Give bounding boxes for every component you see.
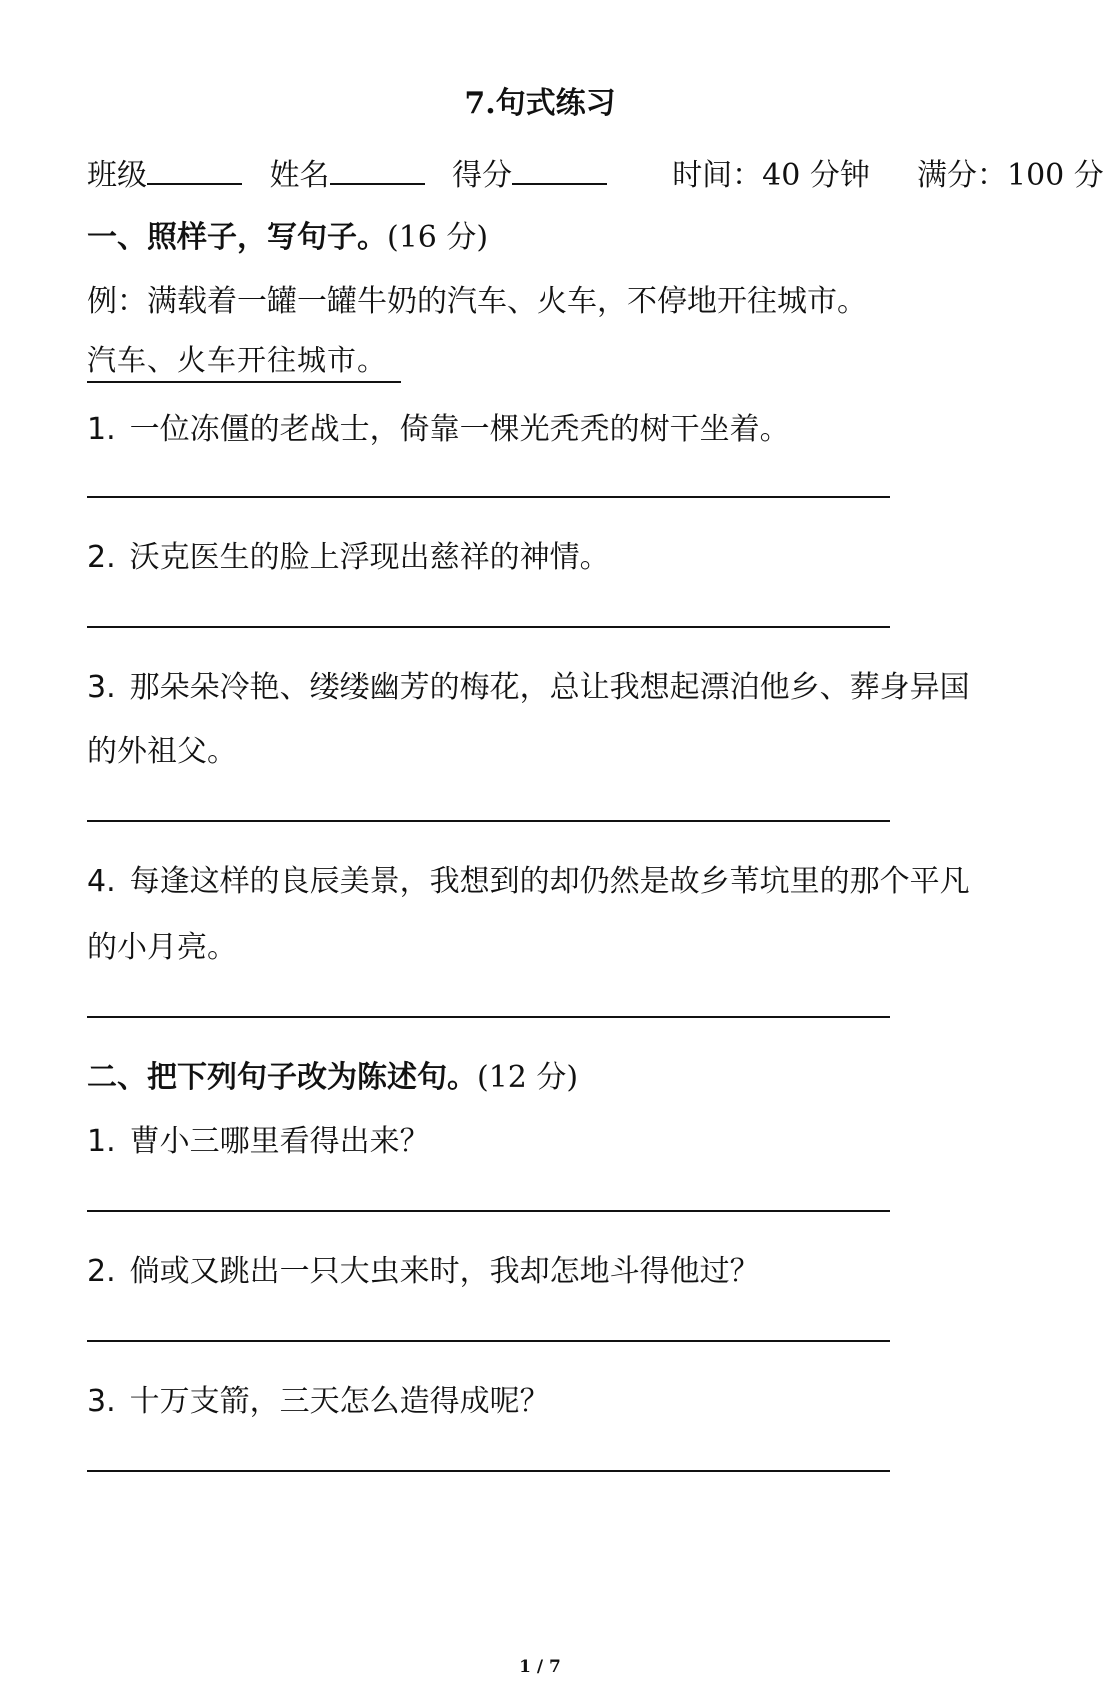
name-blank[interactable] — [330, 153, 425, 185]
question-number: 3. — [87, 1384, 116, 1419]
page-number: 1 / 7 — [519, 1657, 561, 1677]
section-2-title: 二、把下列句子改为陈述句。 — [87, 1060, 477, 1095]
answer-line-1-3[interactable] — [87, 820, 890, 822]
answer-line-1-1[interactable] — [87, 496, 890, 498]
question-2-3 — [87, 1376, 550, 1420]
question-number: 4. — [87, 864, 116, 899]
question-1-3 — [87, 662, 970, 706]
question-2-1 — [87, 1116, 430, 1160]
student-info-line — [87, 150, 1104, 194]
answer-line-1-4[interactable] — [87, 1016, 890, 1018]
answer-line-2-3[interactable] — [87, 1470, 890, 1472]
question-text: 一位冻僵的老战士，倚靠一棵光秃秃的树干坐着。 — [129, 412, 790, 447]
question-1-4-continued: 的小月亮。 — [87, 930, 237, 965]
answer-line-1-2[interactable] — [87, 626, 890, 628]
section-2-points: (12 分) — [477, 1060, 579, 1095]
name-label: 姓名 — [269, 158, 330, 193]
question-text: 曹小三哪里看得出来？ — [129, 1124, 430, 1159]
answer-line-2-2[interactable] — [87, 1340, 890, 1342]
answer-line-2-1[interactable] — [87, 1210, 890, 1212]
question-text: 那朵朵冷艳、缕缕幽芳的梅花，总让我想起漂泊他乡、葬身异国 — [129, 670, 970, 705]
question-number: 3. — [87, 670, 116, 705]
question-number: 2. — [87, 1254, 116, 1289]
question-text: 每逢这样的良辰美景，我想到的却仍然是故乡苇坑里的那个平凡 — [129, 864, 970, 899]
full-score-info: 满分：100 分 — [917, 158, 1104, 193]
section-1-title: 一、照样子，写句子。 — [87, 220, 387, 255]
section-1-heading — [87, 212, 488, 256]
class-label: 班级 — [87, 158, 147, 193]
example-sentence: 例：满载着一罐一罐牛奶的汽车、火车，不停地开往城市。 — [87, 284, 867, 319]
question-text: 沃克医生的脸上浮现出慈祥的神情。 — [129, 540, 610, 575]
section-1-points: (16 分) — [387, 220, 489, 255]
time-info: 时间：40 分钟 — [672, 158, 870, 193]
question-1-2 — [87, 532, 610, 576]
class-blank[interactable] — [147, 153, 242, 185]
question-number: 2. — [87, 540, 116, 575]
question-number: 1. — [87, 412, 116, 447]
score-label: 得分 — [452, 158, 513, 193]
question-1-4 — [87, 856, 970, 900]
question-2-2 — [87, 1246, 760, 1290]
section-2-heading — [87, 1052, 578, 1096]
example-answer: 汽车、火车开往城市。 — [87, 338, 401, 383]
question-1-1 — [87, 404, 790, 448]
question-text: 倘或又跳出一只大虫来时，我却怎地斗得他过？ — [129, 1254, 760, 1289]
worksheet-title: 7.句式练习 — [464, 86, 616, 121]
score-blank[interactable] — [512, 153, 607, 185]
question-number: 1. — [87, 1124, 116, 1159]
question-1-3-continued: 的外祖父。 — [87, 734, 237, 769]
question-text: 十万支箭，三天怎么造得成呢？ — [129, 1384, 550, 1419]
